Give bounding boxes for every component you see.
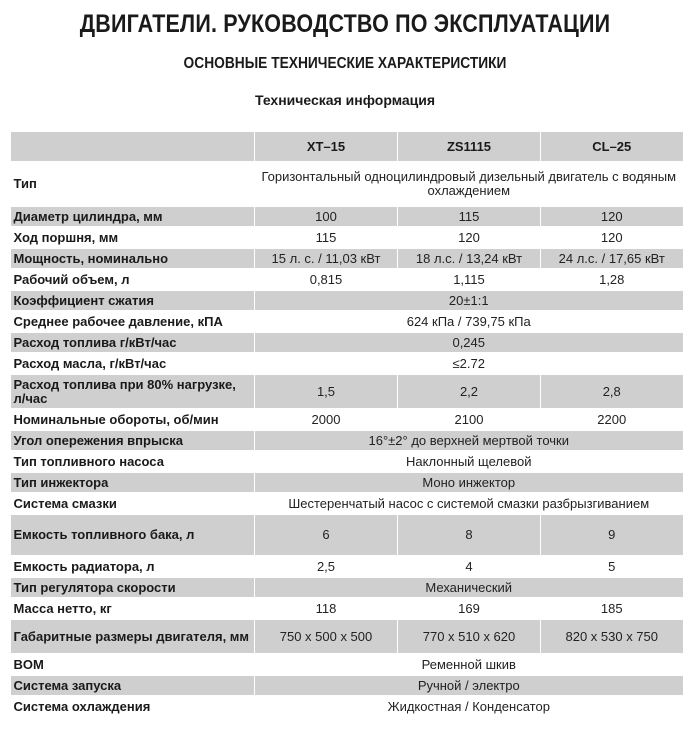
row-value-merged: 624 кПа / 739,75 кПа: [255, 311, 683, 332]
row-value-merged: Механический: [255, 577, 683, 598]
row-value-cl25: 120: [541, 227, 683, 248]
table-row: [11, 472, 683, 493]
row-value-xt15: 6: [255, 514, 398, 556]
row-value-merged: Горизонтальный одноцилиндровый дизельный двигатель с водяным охлаждением: [255, 162, 683, 206]
table-row: [11, 290, 683, 311]
row-value-xt15: 1,5: [255, 374, 398, 409]
table-body: [11, 162, 683, 717]
row-value-cl25: 9: [541, 514, 683, 556]
table-row: [11, 451, 683, 472]
row-value-zs1115: 770 x 510 x 620: [398, 619, 541, 654]
row-value-zs1115: 8: [398, 514, 541, 556]
header-cell-blank: [11, 132, 255, 162]
table-row: [11, 514, 683, 556]
row-value-cl25: 24 л.с. / 17,65 кВт: [541, 248, 683, 269]
row-value-merged: Ручной / электро: [255, 675, 683, 696]
row-label: Тип инжектора: [11, 472, 255, 493]
row-label: Система запуска: [11, 675, 255, 696]
table-row: [11, 353, 683, 374]
row-value-xt15: 750 x 500 x 500: [255, 619, 398, 654]
row-label: Система охлаждения: [11, 696, 255, 717]
row-label: Коэффициент сжатия: [11, 290, 255, 311]
row-label: Тип регулятора скорости: [11, 577, 255, 598]
header-cell-xt15: XT–15: [255, 132, 398, 162]
header-cell-cl25: CL–25: [541, 132, 683, 162]
row-label: Габаритные размеры двигателя, мм: [11, 619, 255, 654]
row-value-xt15: 0,815: [255, 269, 398, 290]
table-row: [11, 619, 683, 654]
spec-table: [10, 132, 683, 718]
row-value-zs1115: 169: [398, 598, 541, 619]
row-value-cl25: 1,28: [541, 269, 683, 290]
table-row: [11, 409, 683, 430]
row-value-cl25: 820 x 530 x 750: [541, 619, 683, 654]
row-label: Ход поршня, мм: [11, 227, 255, 248]
page-subtitle: ОСНОВНЫЕ ТЕХНИЧЕСКИЕ ХАРАКТЕРИСТИКИ: [183, 55, 507, 72]
row-value-zs1115: 18 л.с. / 13,24 кВт: [398, 248, 541, 269]
table-row: [11, 269, 683, 290]
table-row: [11, 311, 683, 332]
row-value-zs1115: 1,115: [398, 269, 541, 290]
row-value-cl25: 5: [541, 556, 683, 577]
table-row: [11, 248, 683, 269]
row-value-zs1115: 120: [398, 227, 541, 248]
row-value-cl25: 120: [541, 206, 683, 227]
table-row: [11, 675, 683, 696]
table-row: [11, 162, 683, 206]
table-row: [11, 430, 683, 451]
table-row: [11, 493, 683, 514]
row-value-merged: Моно инжектор: [255, 472, 683, 493]
table-row: [11, 332, 683, 353]
row-value-xt15: 2,5: [255, 556, 398, 577]
row-value-merged: 16°±2° до верхней мертвой точки: [255, 430, 683, 451]
section-heading: Техническая информация: [254, 92, 436, 108]
row-value-merged: Ременной шкив: [255, 654, 683, 675]
row-value-zs1115: 115: [398, 206, 541, 227]
row-label: Тип: [11, 162, 255, 206]
page-title: ДВИГАТЕЛИ. РУКОВОДСТВО ПО ЭКСПЛУАТАЦИИ: [79, 10, 611, 38]
header-cell-zs1115: ZS1115: [398, 132, 541, 162]
row-label: Емкость топливного бака, л: [11, 514, 255, 556]
row-label: Угол опережения впрыска: [11, 430, 255, 451]
row-label: Мощность, номинально: [11, 248, 255, 269]
row-value-cl25: 2200: [541, 409, 683, 430]
table-row: [11, 374, 683, 409]
row-label: Расход топлива г/кВт/час: [11, 332, 255, 353]
row-value-xt15: 118: [255, 598, 398, 619]
table-row: [11, 577, 683, 598]
row-value-merged: Наклонный щелевой: [255, 451, 683, 472]
row-label: Расход топлива при 80% нагрузке, л/час: [11, 374, 255, 409]
row-label: Среднее рабочее давление, кПА: [11, 311, 255, 332]
row-value-xt15: 2000: [255, 409, 398, 430]
table-row: [11, 556, 683, 577]
table-row: [11, 654, 683, 675]
row-value-merged: Шестеренчатый насос с системой смазки разбрызгиванием: [255, 493, 683, 514]
row-value-zs1115: 2,2: [398, 374, 541, 409]
row-label: Диаметр цилиндра, мм: [11, 206, 255, 227]
row-label: Номинальные обороты, об/мин: [11, 409, 255, 430]
table-row: [11, 206, 683, 227]
table-row: [11, 598, 683, 619]
table-header-row: [11, 132, 683, 162]
row-label: Емкость радиатора, л: [11, 556, 255, 577]
row-label: Расход масла, г/кВт/час: [11, 353, 255, 374]
table-row: [11, 696, 683, 717]
table-row: [11, 227, 683, 248]
row-label: BOM: [11, 654, 255, 675]
row-value-zs1115: 2100: [398, 409, 541, 430]
row-value-cl25: 185: [541, 598, 683, 619]
row-label: Тип топливного насоса: [11, 451, 255, 472]
row-value-merged: ≤2.72: [255, 353, 683, 374]
row-label: Масса нетто, кг: [11, 598, 255, 619]
row-value-merged: Жидкостная / Конденсатор: [255, 696, 683, 717]
row-value-xt15: 115: [255, 227, 398, 248]
row-value-xt15: 15 л. с. / 11,03 кВт: [255, 248, 398, 269]
row-value-merged: 0,245: [255, 332, 683, 353]
row-value-merged: 20±1:1: [255, 290, 683, 311]
row-label: Система смазки: [11, 493, 255, 514]
row-value-xt15: 100: [255, 206, 398, 227]
row-value-zs1115: 4: [398, 556, 541, 577]
row-value-cl25: 2,8: [541, 374, 683, 409]
row-label: Рабочий объем, л: [11, 269, 255, 290]
